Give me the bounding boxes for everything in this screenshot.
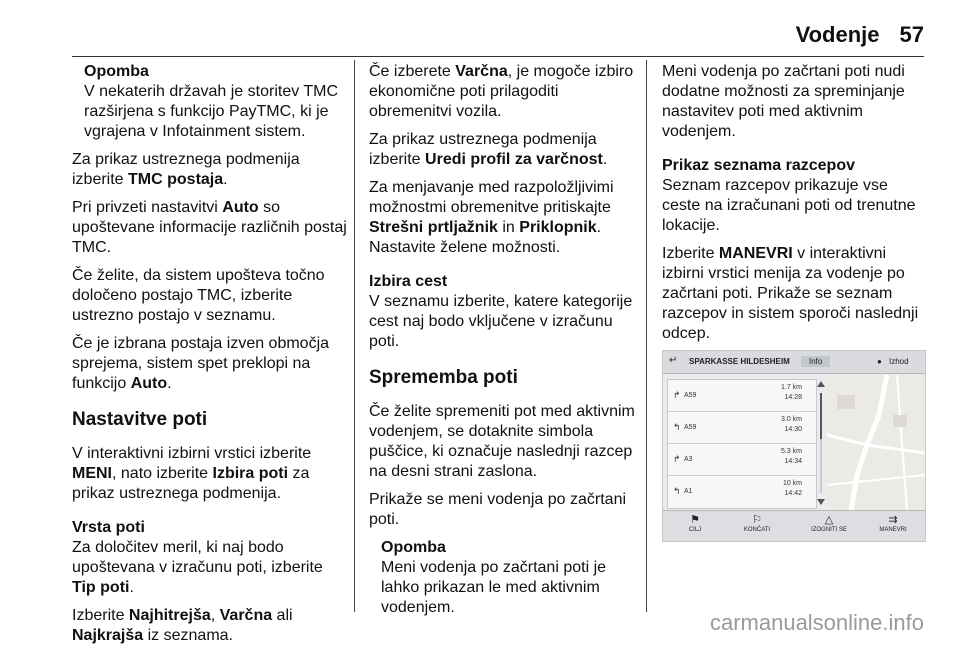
road-name: A59 [684,424,697,431]
flag-icon: ⚑ [690,514,700,526]
info-tab: Info [801,356,830,367]
navigation-screenshot [662,350,926,542]
road-name: A1 [684,488,693,495]
maneuvers-button: ⇉ MANEVRI [863,513,923,533]
paragraph: Izberite MANEVRI v interaktivni izbirni vrstici menija za vodenje po začrtani poti. Prikaže se seznam razcepov in sistem sporoči naslednji odcep. [662,245,919,342]
section-heading: Sprememba poti [369,367,518,388]
distance: 5.3 km [780,448,802,455]
avoid-button: △ IZOGNITI SE [799,513,859,533]
column-divider-1 [354,60,355,612]
header-rule [72,56,924,57]
distance: 10 km [782,480,802,487]
destination-title: SPARKASSE HILDESHEIM [689,357,790,366]
distance: 1.7 km [780,384,802,391]
maneuvers-icon: ⇉ [888,514,898,526]
maneuver-list [667,379,817,509]
map-view [827,375,925,511]
paragraph: V seznamu izberite, katere kategorije cest naj bodo vključene v izračunu poti. [369,293,633,350]
note-text: Meni vodenja po začrtani poti je lahko prikazan le med aktivnim vodenjem. [381,559,607,616]
paragraph: Prikaže se meni vodenja po začrtani poti. [369,491,627,528]
subsection-heading: Vrsta poti [72,519,145,536]
turn-arrow-icon: ↰ [673,422,681,432]
turn-arrow-icon: ↱ [673,390,681,400]
destination-button: ⚑ CILJ [665,513,725,533]
list-scrollbar [817,381,825,505]
subsection-heading: Izbira cest [369,273,448,290]
stop-flag-icon: ⚐ [752,514,762,526]
arrival-time: 14:34 [784,458,802,465]
arrival-time: 14:28 [784,394,802,401]
distance: 3.0 km [780,416,802,423]
turn-arrow-icon: ↱ [673,454,681,464]
list-item [668,380,816,412]
list-item [668,412,816,444]
paragraph: Za prikaz ustreznega podmenija izberite TMC postaja. [72,151,300,188]
list-item [668,444,816,476]
arrival-time: 14:30 [784,426,802,433]
screen-button-bar [663,510,925,541]
note-title: Opomba [381,539,446,556]
page-header [796,22,924,52]
road-icon: △ [824,514,834,526]
road-name: A3 [684,456,693,463]
paragraph: Če želite, da sistem upošteva točno določeno postajo TMC, izberite ustrezno postajo v seznamu. [72,267,325,324]
paragraph: Če izberete Varčna, je mogoče izbiro ekonomične poti prilagoditi obremenitvi vozila. [369,63,634,120]
section-heading: Nastavitve poti [72,409,208,430]
paragraph: Seznam razcepov prikazuje vse ceste na izračunani poti od trenutne lokacije. [662,177,916,234]
column-1 [72,62,348,654]
page-title: Vodenje [795,22,880,47]
turn-arrow-icon: ↰ [673,486,681,496]
note-title: Opomba [84,63,149,80]
note-box [381,538,641,618]
note-text: V nekaterih državah je storitev TMC razširjena s funkcijo PayTMC, ki je vgrajena v Infotainment sistem. [84,83,339,140]
paragraph: Za prikaz ustreznega podmenija izberite Uredi profil za varčnost. [369,131,608,168]
paragraph: Meni vodenja po začrtani poti nudi dodatne možnosti za spreminjanje nastavitev poti med aktivnim vodenjem. [662,63,905,140]
paragraph: Izberite Najhitrejša, Varčna ali Najkrajša iz seznama. [72,607,293,644]
paragraph: Pri privzeti nastavitvi Auto so upoštevane informacije različnih postaj TMC. [72,199,347,256]
watermark: carmanualsonline.info [709,610,924,635]
arrival-time: 14:42 [784,490,802,497]
exit-icon: ● [877,357,882,366]
page-number: 57 [899,22,924,47]
road-name: A59 [684,392,697,399]
column-2 [369,62,641,626]
paragraph: Če je izbrana postaja izven območja sprejema, sistem spet preklopi na funkcijo Auto. [72,335,330,392]
paragraph: Za določitev meril, ki naj bodo upoštevana v izračunu poti, izberite Tip poti. [72,539,323,596]
subsection-heading: Prikaz seznama razcepov [662,157,855,174]
paragraph: Za menjavanje med razpoložljivimi možnostmi obremenitve pritiskajte Strešni prtljažnik in Priklopnik. Nastavite želene možnosti. [369,179,614,256]
paragraph: V interaktivni izbirni vrstici izberite MENI, nato izberite Izbira poti za prikaz ustreznega podmenija. [72,445,312,502]
note-box [84,62,348,142]
end-guidance-button: ⚐ KONČATI [727,513,787,533]
paragraph: Če želite spremeniti pot med aktivnim vodenjem, se dotaknite simbola puščice, ki označuje naslednji razcep na desni strani zaslona. [369,403,635,480]
column-divider-2 [646,60,647,612]
back-icon: ↵ [669,355,678,366]
column-3 [662,62,928,352]
screen-top-bar [663,351,925,374]
list-item [668,476,816,507]
exit-label: Izhod [889,357,909,366]
